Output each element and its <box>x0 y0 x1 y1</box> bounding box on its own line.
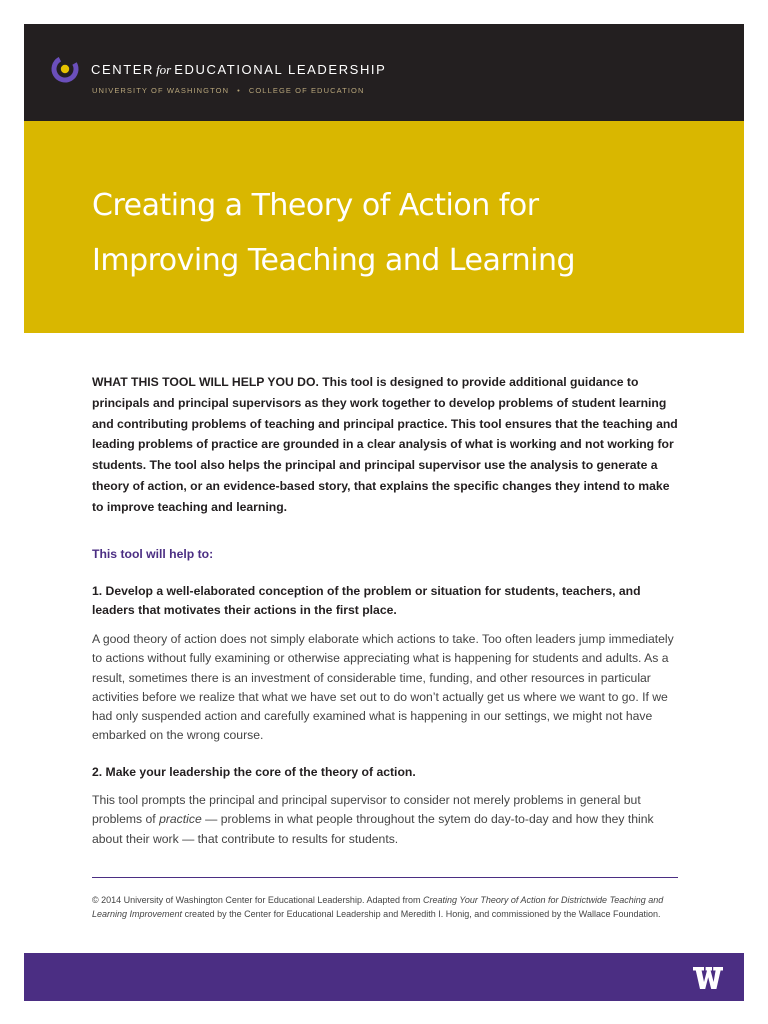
title-line-2: Improving Teaching and Learning <box>92 243 576 278</box>
point-2-body <box>92 791 687 849</box>
org-name <box>91 62 386 78</box>
source-title: Creating Your Theory of Action for Districtwide Teaching and Learning Improvement <box>92 895 664 920</box>
footer-bar <box>24 953 744 1001</box>
cel-circle-logo-icon <box>50 54 80 84</box>
help-heading: This tool will help to: <box>92 547 214 561</box>
copyright-end: created by the Center for Educational Leadership and Meredith I. Honig, and commissioned by the Wallace Foundation. <box>182 909 661 920</box>
point-2-body-end: — problems in what people throughout the sytem do day-to-day and how they think about their work — that contribute to results for students. <box>92 812 654 846</box>
footer-divider <box>92 877 678 878</box>
title-line-1: Creating a Theory of Action for <box>92 188 539 223</box>
intro-paragraph: WHAT THIS TOOL WILL HELP YOU DO. This tool is designed to provide additional guidance to principals and principal supervisors as they work together to develop problems of student learning and contributing problems of teaching and principal practice. This tool ensures that the teaching and leading problems of practice are grounded in a clear analysis of what is working and not working for students. The tool also helps the principal and principal supervisor use the analysis to generate a theory of action, or an evidence-based story, that explains the specific changes they intend to make to improve teaching and learning. <box>92 375 678 514</box>
org-name-main: EDUCATIONAL LEADERSHIP <box>174 62 387 77</box>
copyright-note <box>92 893 672 921</box>
affiliation-separator: • <box>237 86 241 95</box>
org-name-center: CENTER <box>91 62 155 77</box>
college-name: COLLEGE OF EDUCATION <box>248 86 365 95</box>
university-name: UNIVERSITY OF WASHINGTON <box>92 86 230 95</box>
point-2-body-start: This tool prompts the principal and principal supervisor to consider not merely problems in general but problems of <box>92 793 641 827</box>
org-affiliation <box>92 86 364 96</box>
point-1-heading: 1. Develop a well-elaborated conception of the problem or situation for students, teachers, and leaders that motivates their actions in the first place. <box>92 584 641 617</box>
uw-w-logo-icon <box>693 965 723 991</box>
point-2-heading: 2. Make your leadership the core of the theory of action. <box>92 765 416 779</box>
document-title <box>92 178 732 288</box>
point-1-body: A good theory of action does not simply elaborate which actions to take. Too often leaders jump immediately to actions without fully examining or otherwise appreciating what is happening for students and adults. As a result, sometimes there is an investment of considerable time, funding, and other resources in particular activities before we realize that what we have set out to do won’t actually get us where we want to go. If we had only suspended action and carefully examined what is happening in our settings, we might not have embarked on the wrong course. <box>92 632 674 743</box>
copyright-start: © 2014 University of Washington Center for Educational Leadership. Adapted from <box>92 895 423 905</box>
org-name-for: for <box>156 62 172 77</box>
point-2-body-emphasis: practice <box>159 812 202 827</box>
